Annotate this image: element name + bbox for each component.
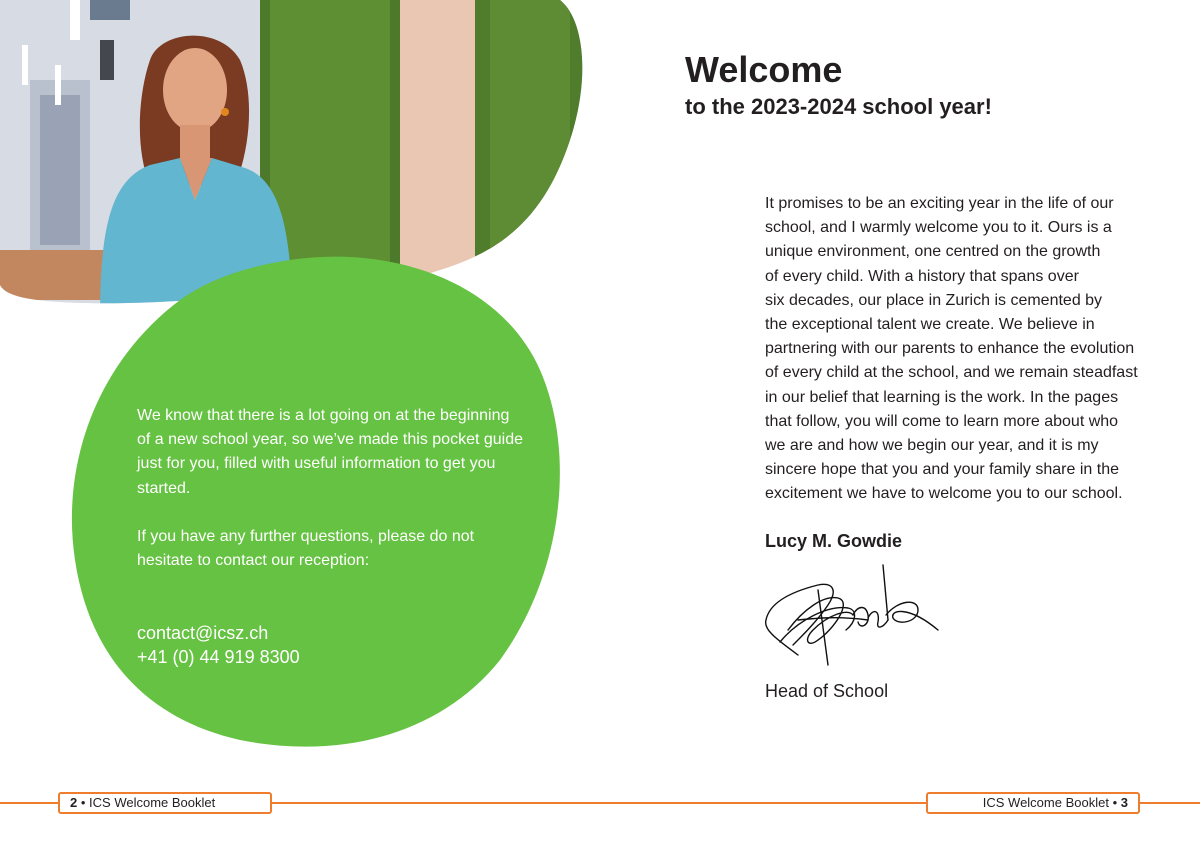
letter-line: we are and how we begin our year, and it is my [765, 437, 1099, 455]
page-footer-left [58, 792, 272, 814]
page-number: 2 [70, 795, 78, 810]
welcome-intro-text [137, 404, 527, 573]
handwritten-signature [758, 560, 948, 670]
welcome-letter [765, 192, 1150, 507]
footer-bullet: • [1112, 795, 1118, 810]
letter-line: excitement we have to welcome you to our school. [765, 485, 1123, 503]
letter-line: school, and I warmly welcome you to it. Ours is a [765, 219, 1112, 237]
letter-line: six decades, our place in Zurich is cemented by [765, 291, 1103, 309]
letter-line: unique environment, one centred on the growth [765, 243, 1101, 261]
page-title: Welcome [685, 49, 843, 90]
letter-line: the exceptional talent we create. We believe in [765, 316, 1095, 334]
letter-line: in our belief that learning is the work. In the pages [765, 388, 1119, 406]
letter-line: partnering with our parents to enhance the evolution [765, 340, 1135, 358]
letter-line: of every child. With a history that spans over [765, 267, 1079, 285]
letter-line: sincere hope that you and your family share in the [765, 461, 1119, 479]
contact-email[interactable]: contact@icsz.ch [137, 623, 269, 643]
questions-paragraph: If you have any further questions, please do not hesitate to contact our reception: [137, 527, 475, 570]
footer-booklet-title: ICS Welcome Booklet [982, 795, 1109, 810]
signer-role: Head of School [765, 681, 889, 701]
page-subtitle: to the 2023-2024 school year! [685, 94, 992, 119]
page-number: 3 [1120, 795, 1128, 810]
contact-phone[interactable]: +41 (0) 44 919 8300 [137, 647, 300, 667]
intro-paragraph: We know that there is a lot going on at the beginning of a new school year, so we’ve made this pocket guide just for you, filled with useful information to get you started. [137, 407, 523, 497]
letter-line: It promises to be an exciting year in the life of our [765, 195, 1114, 212]
welcome-heading [685, 50, 992, 122]
contact-details [137, 621, 300, 669]
page-footer-right [926, 792, 1140, 814]
letter-line: that follow, you will come to learn more about who [765, 412, 1119, 430]
footer-booklet-title: ICS Welcome Booklet [89, 795, 216, 810]
letter-line: of every child at the school, and we remain steadfast [765, 364, 1138, 382]
footer-bullet: • [80, 795, 86, 810]
signer-name: Lucy M. Gowdie [765, 531, 903, 551]
